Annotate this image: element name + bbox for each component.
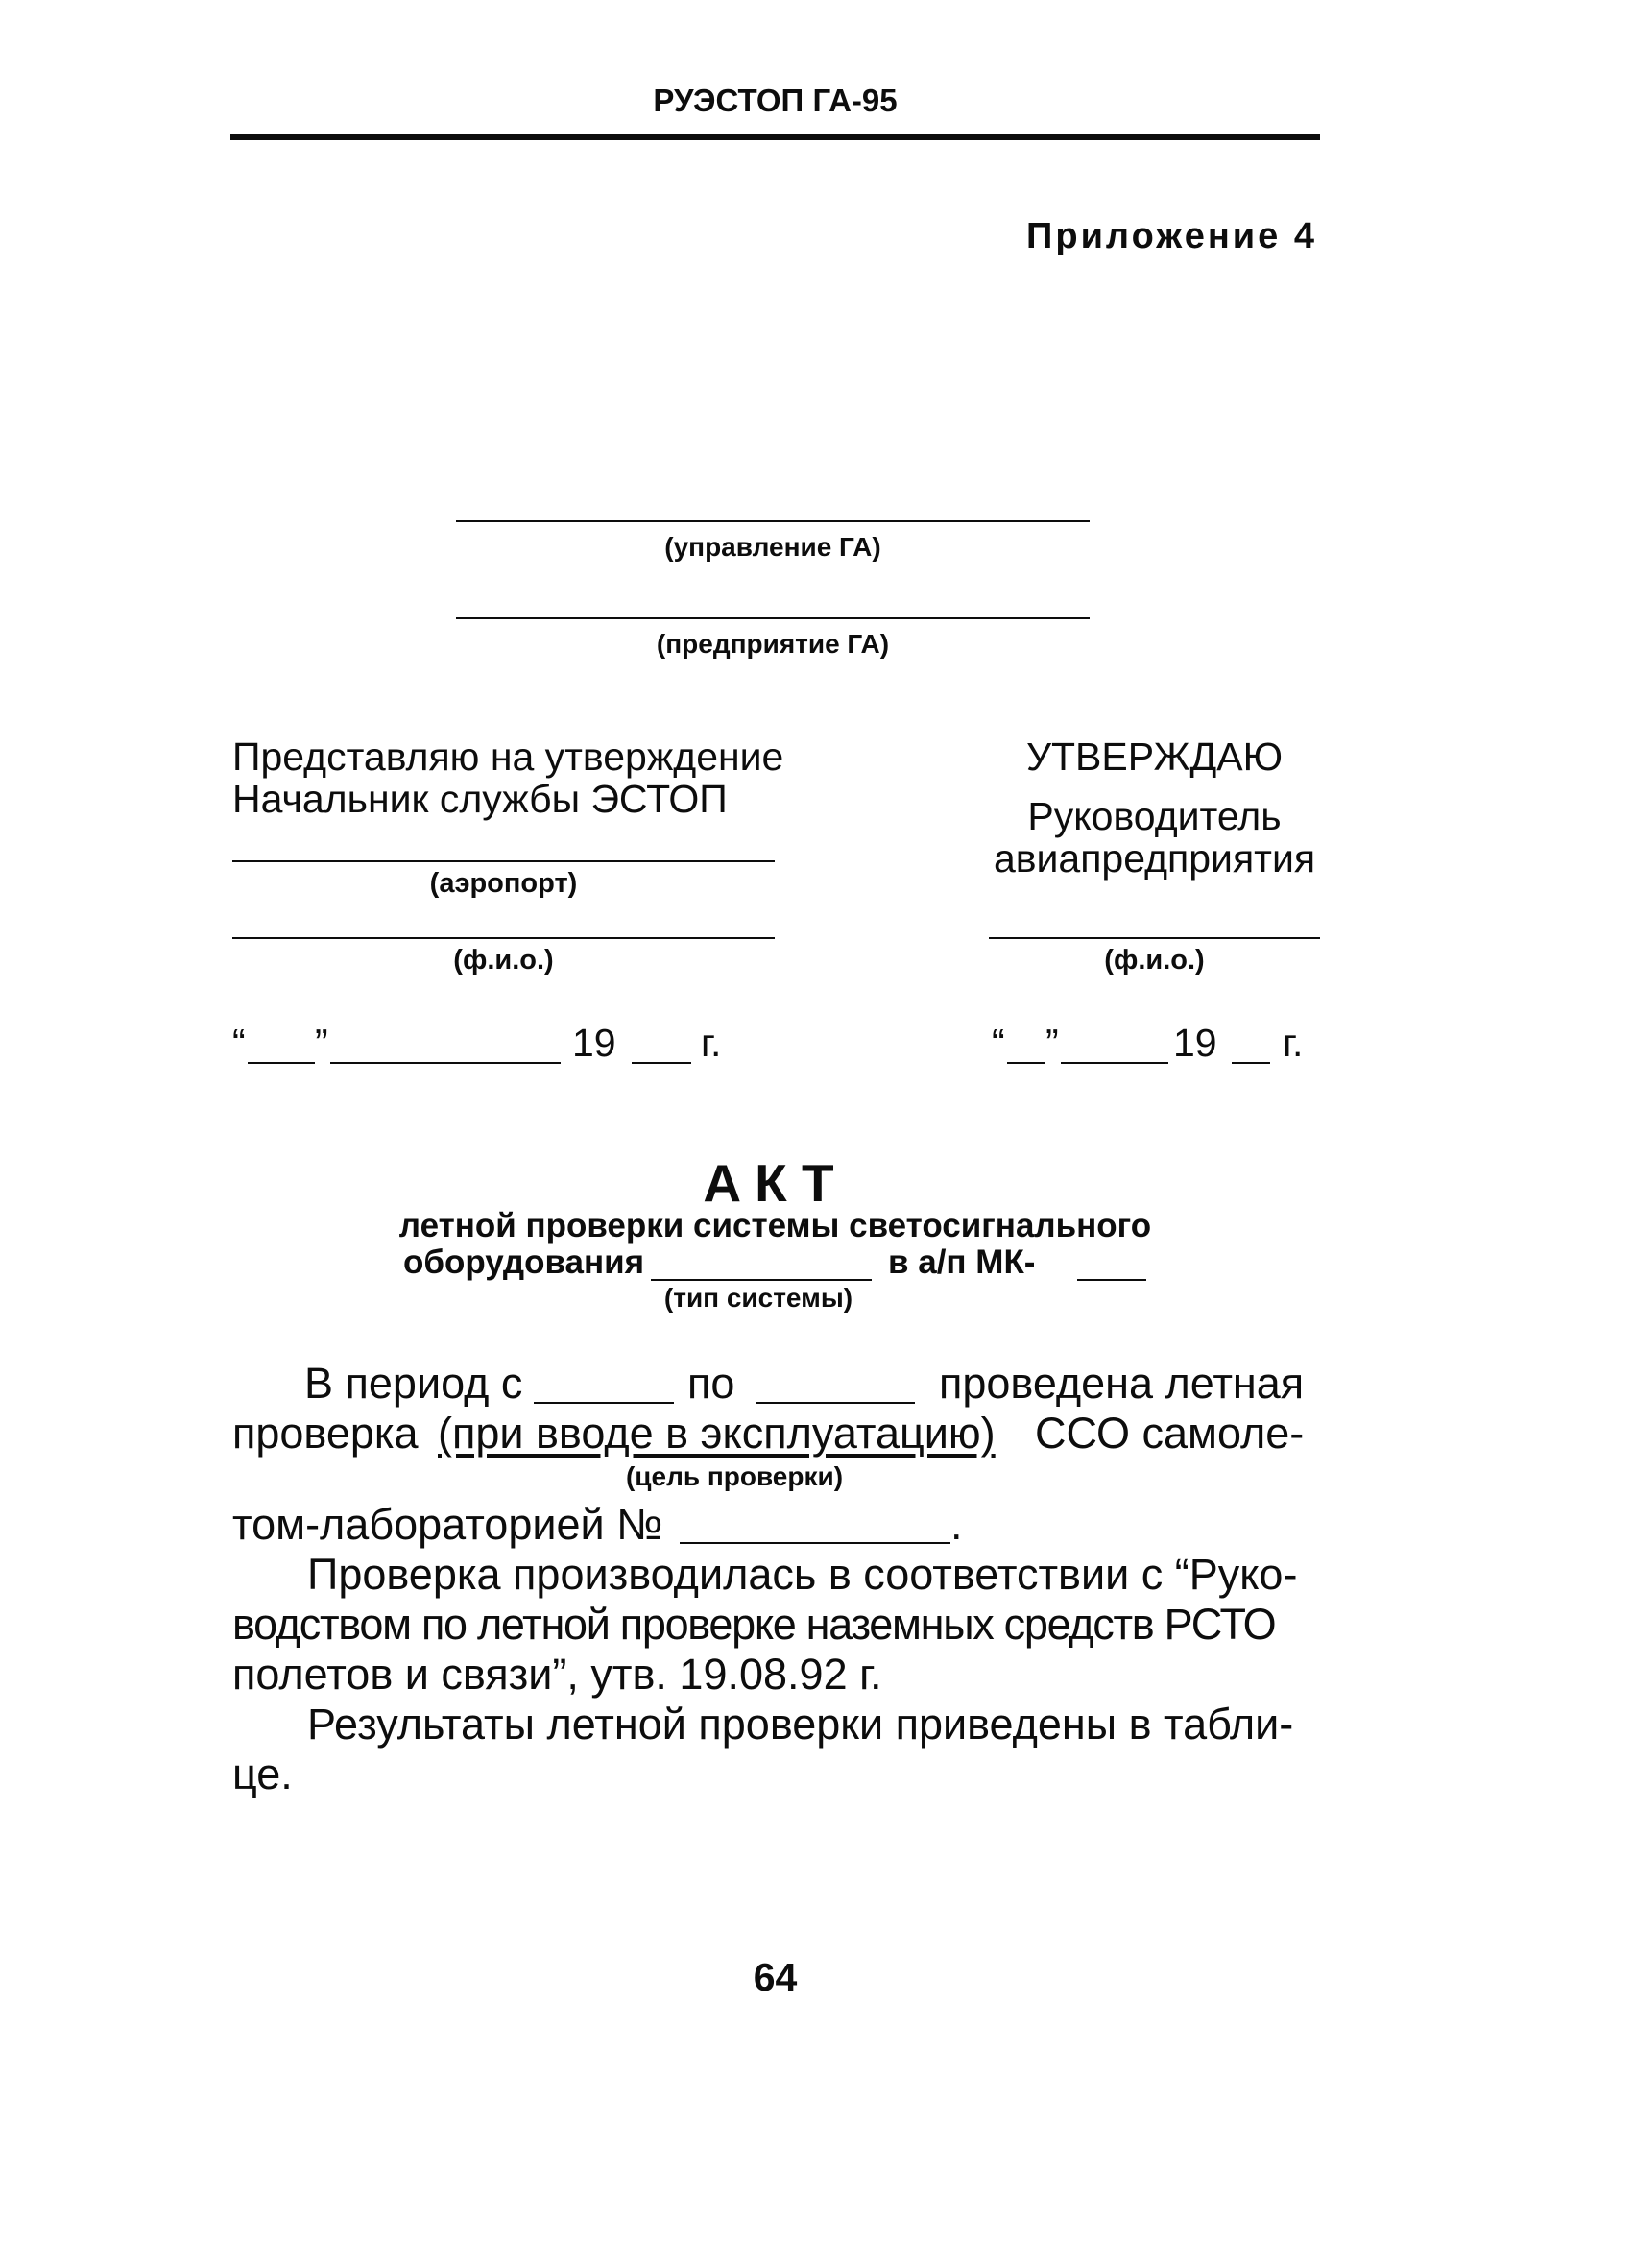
submit-date-suffix: г. [701,1021,722,1065]
approve-date-day-blank [1007,1062,1045,1064]
act-subtitle-line2-start: оборудования [403,1243,645,1281]
submit-date-close-quote: ” [315,1021,328,1065]
period-to-blank [756,1402,915,1404]
period-to-label: по [687,1359,735,1408]
approve-date-close-quote: ” [1045,1021,1059,1065]
approve-line1: Руководитель [1027,794,1282,838]
airport-blank-line [232,860,775,862]
check-line2-start: проверка [232,1409,419,1458]
enterprise-blank-line [456,617,1090,619]
submit-line2: Начальник службы ЭСТОП [232,777,728,821]
approve-date-year-prefix: 19 [1173,1021,1217,1065]
submit-date-day-blank [248,1062,315,1064]
reference-line3: полетов и связи”, утв. 19.08.92 г. [232,1650,882,1699]
approve-name-blank-line [989,937,1320,939]
lab-aircraft-number-blank [680,1542,950,1544]
system-type-caption: (тип системы) [663,1283,853,1313]
page-number: 64 [753,1955,798,1999]
submit-name-blank-line [232,937,775,939]
reference-line2: водством по летной проверке наземных средств РСТО [232,1600,1276,1649]
period-from-blank [534,1402,674,1404]
submit-date-year-prefix: 19 [572,1021,616,1065]
approve-title: УТВЕРЖДАЮ [1025,735,1284,779]
approve-line2: авиапредприятия [993,836,1316,881]
header-rule [230,134,1320,140]
directorate-blank-line [456,520,1090,522]
appendix-label: Приложение 4 [1026,216,1317,256]
system-type-blank-line [651,1279,872,1281]
airport-caption: (аэропорт) [429,868,578,899]
submit-date-month-blank [330,1062,561,1064]
approve-name-caption: (ф.и.о.) [1104,945,1205,976]
lab-aircraft-label: том-лабораторией № [232,1500,663,1549]
approve-date-month-blank [1061,1062,1168,1064]
approve-date-year-blank [1232,1062,1270,1064]
check-purpose-text: (при вводе в эксплуатацию) [438,1409,996,1458]
approve-date-open-quote: “ [992,1021,1005,1065]
airport-code-blank-line [1077,1279,1146,1281]
act-title: АКТ [703,1153,848,1213]
results-line1: Результаты летной проверки приведены в табли- [307,1700,1294,1749]
period-from-label: В период с [304,1359,523,1408]
results-line2: це. [232,1749,293,1798]
purpose-caption: (цель проверки) [625,1461,844,1491]
enterprise-caption: (предприятие ГА) [656,629,890,659]
submit-date-year-blank [632,1062,691,1064]
submit-name-caption: (ф.и.о.) [453,945,554,976]
act-subtitle-line1: летной проверки системы светосигнального [398,1207,1152,1244]
submit-date-open-quote: “ [232,1021,246,1065]
reference-line1: Проверка производилась в соответствии с “Руко- [307,1550,1298,1599]
directorate-caption: (управление ГА) [664,532,881,562]
submit-line1: Представляю на утверждение [232,735,784,779]
lab-aircraft-period: . [950,1500,963,1549]
period-end-text: проведена летная [939,1359,1305,1408]
check-line2-end: ССО самоле- [1035,1409,1305,1458]
act-subtitle-line2-mid: в а/п МК- [888,1243,1036,1281]
document-code: РУЭСТОП ГА-95 [653,83,898,118]
approve-date-suffix: г. [1283,1021,1304,1065]
